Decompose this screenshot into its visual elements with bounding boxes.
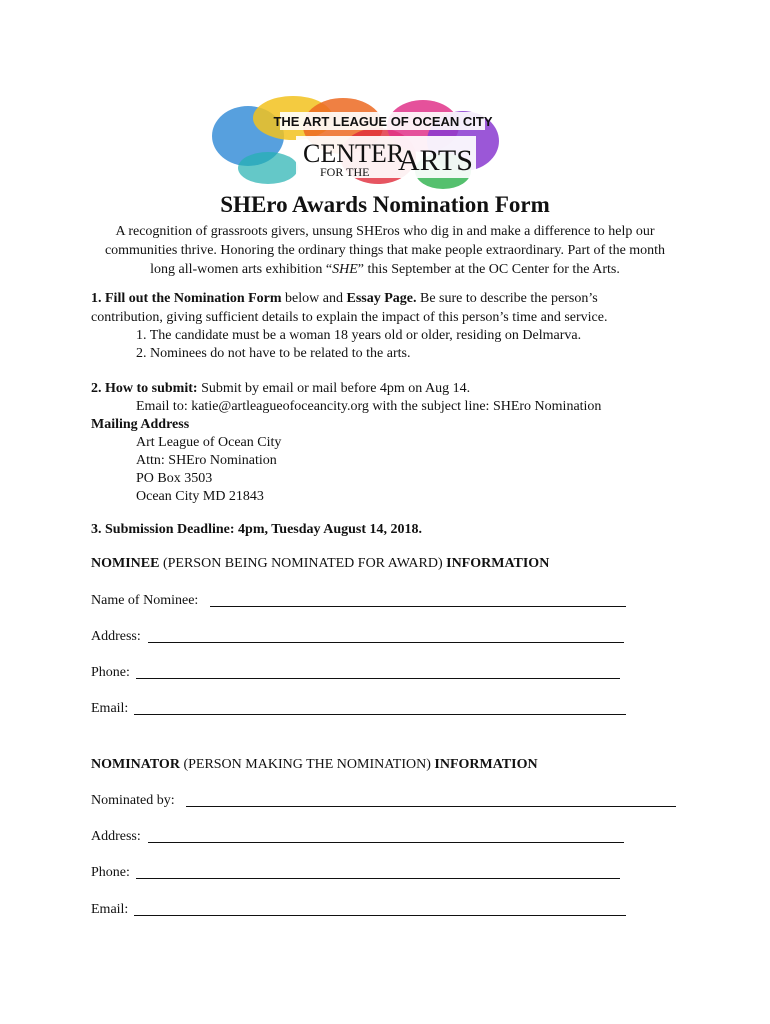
intro-text-1: A recognition of grassroots givers, unsung SHEros who dig in and make a difference to help our communities thrive. Honoring the ordinary things that make people extraordinary. Part of the month long all-women arts exhibition “ [104,224,666,277]
nominee-address-label: Address: [91,629,141,644]
nominator-heading-text: (PERSON MAKING THE NOMINATION) [179,757,435,772]
step3-deadline: 3. Submission Deadline: 4pm, Tuesday August 14, 2018. [91,522,423,537]
paint-splash-teal [238,152,298,184]
nominee-email-field[interactable] [134,714,626,715]
intro-paragraph [92,222,678,279]
nominator-heading-bold2: INFORMATION [434,757,538,772]
step1-line1 [91,290,598,308]
nominee-heading-text: (PERSON BEING NOMINATED FOR AWARD) [159,556,447,571]
nominee-heading-bold1: NOMINEE [91,556,160,571]
nominee-heading-bold2: INFORMATION [446,556,550,571]
nominee-heading [91,555,549,573]
nominator-address-label: Address: [91,829,141,844]
logo-line1: THE ART LEAGUE OF OCEAN CITY [273,114,493,129]
step1-bold1: 1. Fill out the Nomination Form [91,291,282,306]
intro-text-2: ” this September at the OC Center for the Arts. [357,262,620,277]
nominator-name-label: Nominated by: [91,793,175,808]
nominator-email-label: Email: [91,902,129,917]
intro-she: SHE [332,262,358,277]
nominator-heading-bold1: NOMINATOR [91,757,180,772]
nominee-address-field[interactable] [148,642,624,643]
nominator-address-field[interactable] [148,842,624,843]
nominator-name-field[interactable] [186,806,676,807]
logo-center: CENTER [303,139,405,168]
nominee-name-label: Name of Nominee: [91,593,199,608]
nominee-phone-label: Phone: [91,665,130,680]
page-title: SHEro Awards Nomination Form [220,192,550,217]
nominator-phone-field[interactable] [136,878,620,879]
address-line: Attn: SHEro Nomination [136,453,277,468]
step2-line1 [91,380,470,398]
step1-item2: 2. Nominees do not have to be related to the arts. [136,346,411,361]
nominator-heading [91,756,538,774]
mailing-address-heading: Mailing Address [91,417,190,432]
step2-email-line: Email to: katie@artleagueofoceancity.org with the subject line: SHEro Nomination [136,399,602,414]
nominee-phone-field[interactable] [136,678,620,679]
logo-forthe: FOR THE [320,165,370,179]
step1-text1: below and [281,291,347,306]
nominee-name-field[interactable] [210,606,626,607]
step2-bold: 2. How to submit: [91,381,198,396]
step1-line2: contribution, giving sufficient details to explain the impact of this person’s time and service. [91,310,608,325]
step1-item1: 1. The candidate must be a woman 18 years old or older, residing on Delmarva. [136,328,582,343]
art-league-logo [208,96,508,192]
logo-arts: ARTS [398,144,473,177]
nominee-email-label: Email: [91,701,129,716]
address-line: PO Box 3503 [136,471,213,486]
nominator-email-field[interactable] [134,915,626,916]
address-line: Art League of Ocean City [136,435,282,450]
step1-bold2: Essay Page. [346,291,417,306]
nominator-phone-label: Phone: [91,865,130,880]
step2-text: Submit by email or mail before 4pm on Aug 14. [197,381,471,396]
step1-text2: Be sure to describe the person’s [416,291,598,306]
address-line: Ocean City MD 21843 [136,489,264,504]
